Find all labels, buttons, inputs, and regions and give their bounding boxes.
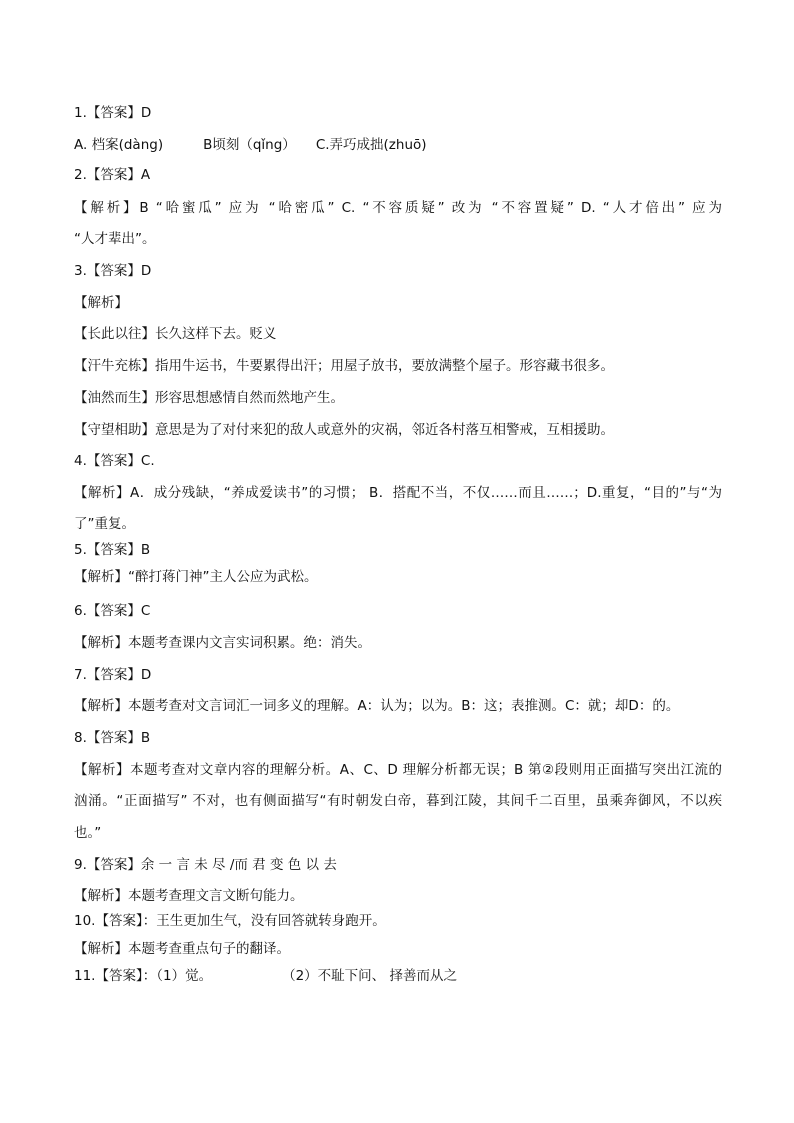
- q8-analysis-line-2: 汹涌。“正面描写” 不对，也有侧面描写“有时朝发白帝，暮到江陵，其间千二百里，虽乘奔御风，不以疾: [74, 793, 722, 809]
- answer-4: [74, 452, 155, 470]
- question-number: 1.: [74, 105, 87, 121]
- answer-value: B: [140, 730, 151, 746]
- answer-tag: 【答案】: [86, 263, 141, 279]
- q9-analysis: 【解析】本题考查理文言文断句能力。: [74, 888, 304, 904]
- q3-idiom-3: 【油然而生】形容思想感情自然而然地产生。: [74, 390, 344, 406]
- question-number: 7.: [74, 667, 87, 683]
- answer-tag: 【答案】: [86, 453, 141, 469]
- answer-11: [74, 967, 457, 985]
- question-number: 4.: [74, 453, 87, 469]
- answer-value: ：王生更加生气，没有回答就转身跑开。: [142, 913, 386, 929]
- answer-tag: 【答案】: [86, 105, 141, 121]
- q2-analysis-line-2: “人才辈出”。: [74, 231, 156, 247]
- answer-8: [74, 729, 150, 747]
- question-number: 9.: [74, 857, 87, 873]
- answer-tag: 【答案】: [86, 857, 141, 873]
- answer-5: [74, 541, 150, 559]
- q8-analysis-line-3: 也。”: [74, 825, 102, 841]
- q1-option-b: B顷刻（qǐng）: [203, 137, 296, 153]
- q1-option-a: A. 档案(dàng): [74, 137, 164, 153]
- q3-idiom-2: 【汗牛充栋】指用牛运书，牛要累得出汗；用屋子放书，要放满整个屋子。形容藏书很多。: [74, 358, 614, 374]
- answer-10: [74, 912, 386, 930]
- q8-analysis-line-1: 【解析】本题考查对文章内容的理解分析。A、C、D 理解分析都无误；B 第②段则用正面描写突出江流的: [74, 762, 722, 778]
- answer-2: [74, 166, 150, 184]
- question-number: 6.: [74, 603, 87, 619]
- answer-value: D: [140, 263, 152, 279]
- answer-tag: 【答案】: [86, 167, 141, 183]
- question-number: 5.: [74, 542, 87, 558]
- q11-part-2: （2）不耻下问、 择善而从之: [282, 968, 457, 984]
- q5-analysis: 【解析】“醉打蒋门神”主人公应为武松。: [74, 569, 318, 585]
- question-number: 8.: [74, 730, 87, 746]
- answer-value: C: [140, 603, 151, 619]
- q4-analysis-line-1: 【解析】A．成分残缺，“养成爱读书”的习惯； B．搭配不当，不仅……而且……；D.重复，“目的”与“为: [74, 485, 722, 501]
- q3-analysis-head: 【解析】: [74, 295, 128, 311]
- answer-value: D: [140, 105, 152, 121]
- question-number: 10.: [74, 913, 96, 929]
- question-number: 2.: [74, 167, 87, 183]
- answer-9: [74, 856, 337, 874]
- answer-tag: 【答案】: [95, 913, 143, 929]
- q10-analysis: 【解析】本题考查重点句子的翻译。: [74, 941, 290, 957]
- answer-value: 余 一 言 未 尽 /而 君 变 色 以 去: [140, 857, 337, 873]
- answer-tag: 【答案】: [86, 603, 141, 619]
- q1-options: [74, 136, 427, 154]
- answer-6: [74, 602, 150, 620]
- q7-analysis: 【解析】本题考查对文言词汇一词多义的理解。A：认为；以为。B：这；表推测。C：就；却D：的。: [74, 698, 680, 714]
- answer-tag: 【答案】: [86, 542, 141, 558]
- q4-analysis-line-2: 了”重复。: [74, 516, 135, 532]
- q3-idiom-1: 【长此以往】长久这样下去。贬义: [74, 326, 277, 342]
- question-number: 11.: [74, 968, 96, 984]
- q3-idiom-4: 【守望相助】意思是为了对付来犯的敌人或意外的灾祸，邻近各村落互相警戒，互相援助。: [74, 422, 614, 438]
- answer-7: [74, 666, 151, 684]
- answer-value: ：（1）觉。: [142, 968, 213, 984]
- answer-tag: 【答案】: [86, 667, 141, 683]
- answer-value: A: [140, 167, 151, 183]
- question-number: 3.: [74, 263, 87, 279]
- answer-tag: 【答案】: [86, 730, 141, 746]
- answer-1: [74, 104, 151, 122]
- q2-analysis-line-1: 【解析】B “哈蜜瓜” 应为 “哈密瓜” C. “不容质疑” 改为 “不容置疑” D. “人才倍出” 应为: [74, 200, 722, 216]
- q1-option-c: C.弄巧成拙(zhuō): [315, 137, 427, 153]
- answer-tag: 【答案】: [95, 968, 143, 984]
- answer-value: B: [140, 542, 151, 558]
- answer-3: [74, 262, 151, 280]
- answer-value: D: [140, 667, 152, 683]
- q6-analysis: 【解析】本题考查课内文言实词积累。绝：消失。: [74, 635, 371, 651]
- answer-value: C.: [140, 453, 155, 469]
